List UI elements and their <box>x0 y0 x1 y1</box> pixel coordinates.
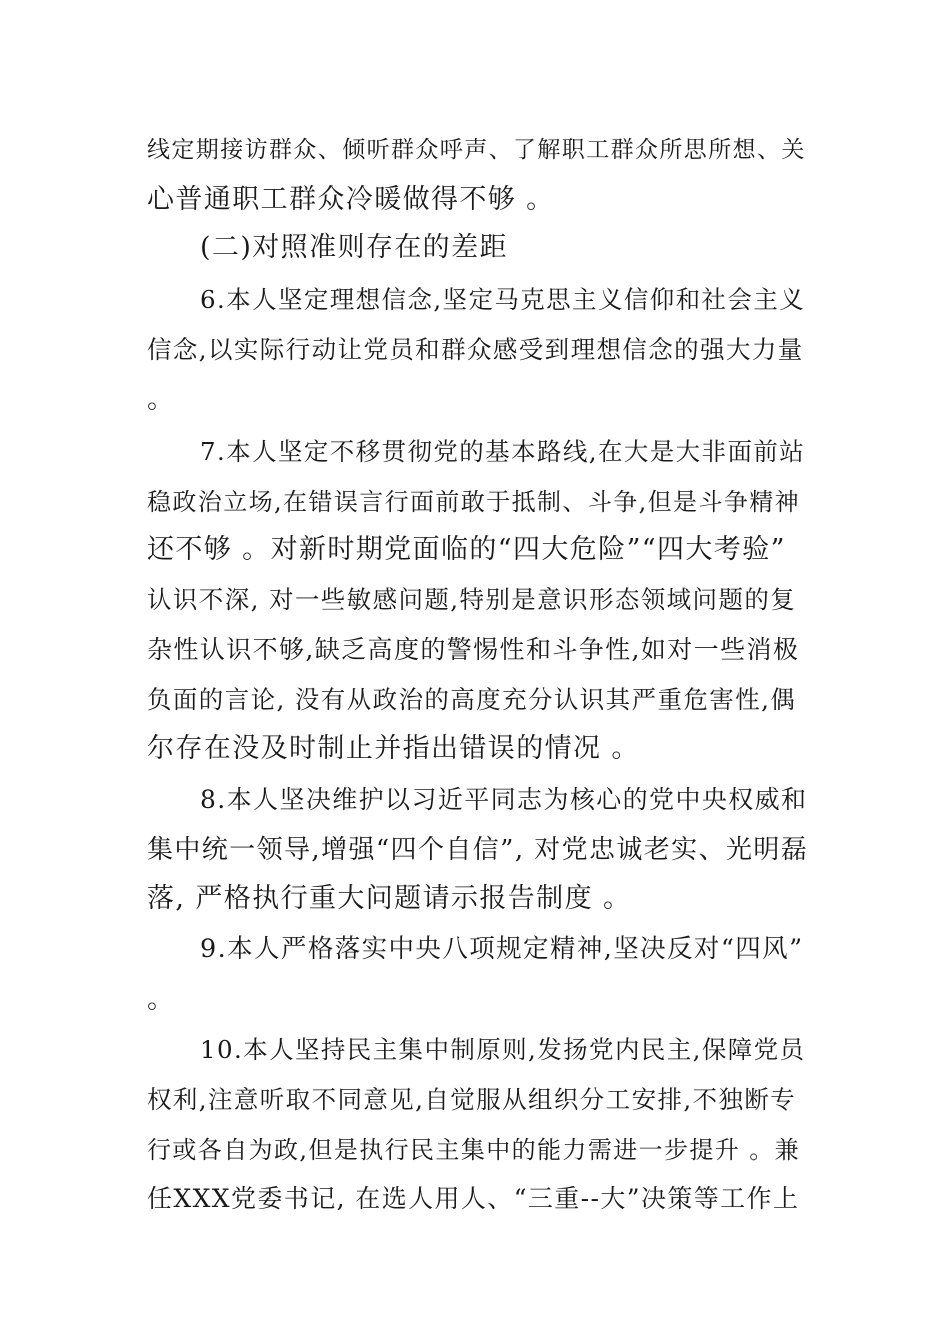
text-line: 。 <box>147 384 176 415</box>
text-line: 行或各自为政,但是执行民主集中的能力需进一步提升 。兼 <box>147 1136 801 1164</box>
text-line: 线定期接访群众、倾听群众呼声、了解职工群众所思所想、关 <box>147 137 806 163</box>
text-line: 7.本人坚定不移贯彻党的基本路线,在大是大非面前站 <box>200 437 806 466</box>
text-line: 8.本人坚决维护以习近平同志为核心的党中央权威和 <box>200 785 808 814</box>
text-line: 还不够 。对新时期党面临的“四大危险”“四大考验” <box>147 534 786 565</box>
text-line: 尔存在没及时制止并指出错误的情况 。 <box>147 733 640 764</box>
text-line: 10.本人坚持民主集中制原则,发扬党内民主,保障党员 <box>200 1035 806 1064</box>
section-heading: (二)对照准则存在的差距 <box>200 232 508 263</box>
text-line: 6.本人坚定理想信念,坚定马克思主义信仰和社会主义 <box>200 285 806 314</box>
text-line: 9.本人严格落实中央八项规定精神,坚决反对“四风” <box>200 934 804 964</box>
text-line: 集中统一领导,增强“四个自信”, 对党忠诚老实、光明磊 <box>147 835 809 865</box>
text-line: 杂性认识不够,缺乏高度的警惕性和斗争性,如对一些消极 <box>147 635 800 664</box>
text-line: 负面的言论, 没有从政治的高度充分认识其严重危害性,偶 <box>147 685 797 714</box>
text-line: 心普通职工群众冷暖做得不够 。 <box>147 184 555 215</box>
text-line: 信念,以实际行动让党员和群众感受到理想信念的强大力量 <box>147 335 804 364</box>
text-line: 。 <box>147 984 176 1015</box>
text-line: 稳政治立场,在错误言行面前敢于抵制、斗争,但是斗争精神 <box>147 488 801 516</box>
text-line: 权利,注意听取不同意见,自觉服从组织分工安排,不独断专 <box>147 1085 797 1114</box>
text-line: 落, 严格执行重大问题请示报告制度 。 <box>147 883 632 914</box>
text-line: 任XXX党委书记, 在选人用人、“三重--大”决策等工作上 <box>147 1184 800 1213</box>
text-line: 认识不深, 对一些敏感问题,特别是意识形态领域问题的复 <box>147 585 797 614</box>
